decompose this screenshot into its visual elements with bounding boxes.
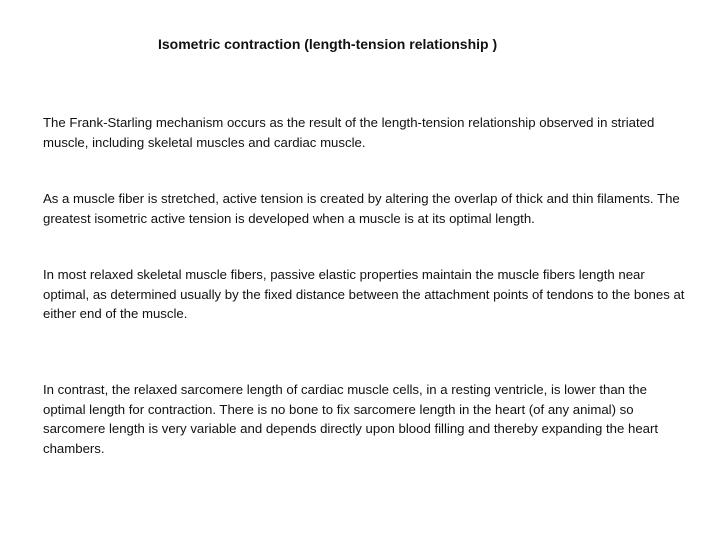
paragraph-skeletal-muscle: In most relaxed skeletal muscle fibers, passive elastic properties maintain the muscle fibers length near optimal, as determined usually by the fixed distance between the attachment points of tendons to the bones at either end of the muscle. [43, 267, 685, 321]
paragraph-cardiac-muscle: In contrast, the relaxed sarcomere length of cardiac muscle cells, in a resting ventricle, is lower than the optimal length for contraction. There is no bone to fix sarcomere length in the heart (of any animal) so sarcomere length is very variable and depends directly upon blood filling and thereby expanding the heart chambers. [43, 382, 659, 456]
paragraph-active-tension: As a muscle fiber is stretched, active tension is created by altering the overlap of thick and thin filaments. The greatest isometric active tension is developed when a muscle is at its optimal length. [43, 191, 680, 226]
paragraph-frank-starling: The Frank-Starling mechanism occurs as the result of the length-tension relationship observed in striated muscle, including skeletal muscles and cardiac muscle. [43, 115, 655, 150]
slide-title: Isometric contraction (length-tension relationship ) [158, 36, 498, 52]
